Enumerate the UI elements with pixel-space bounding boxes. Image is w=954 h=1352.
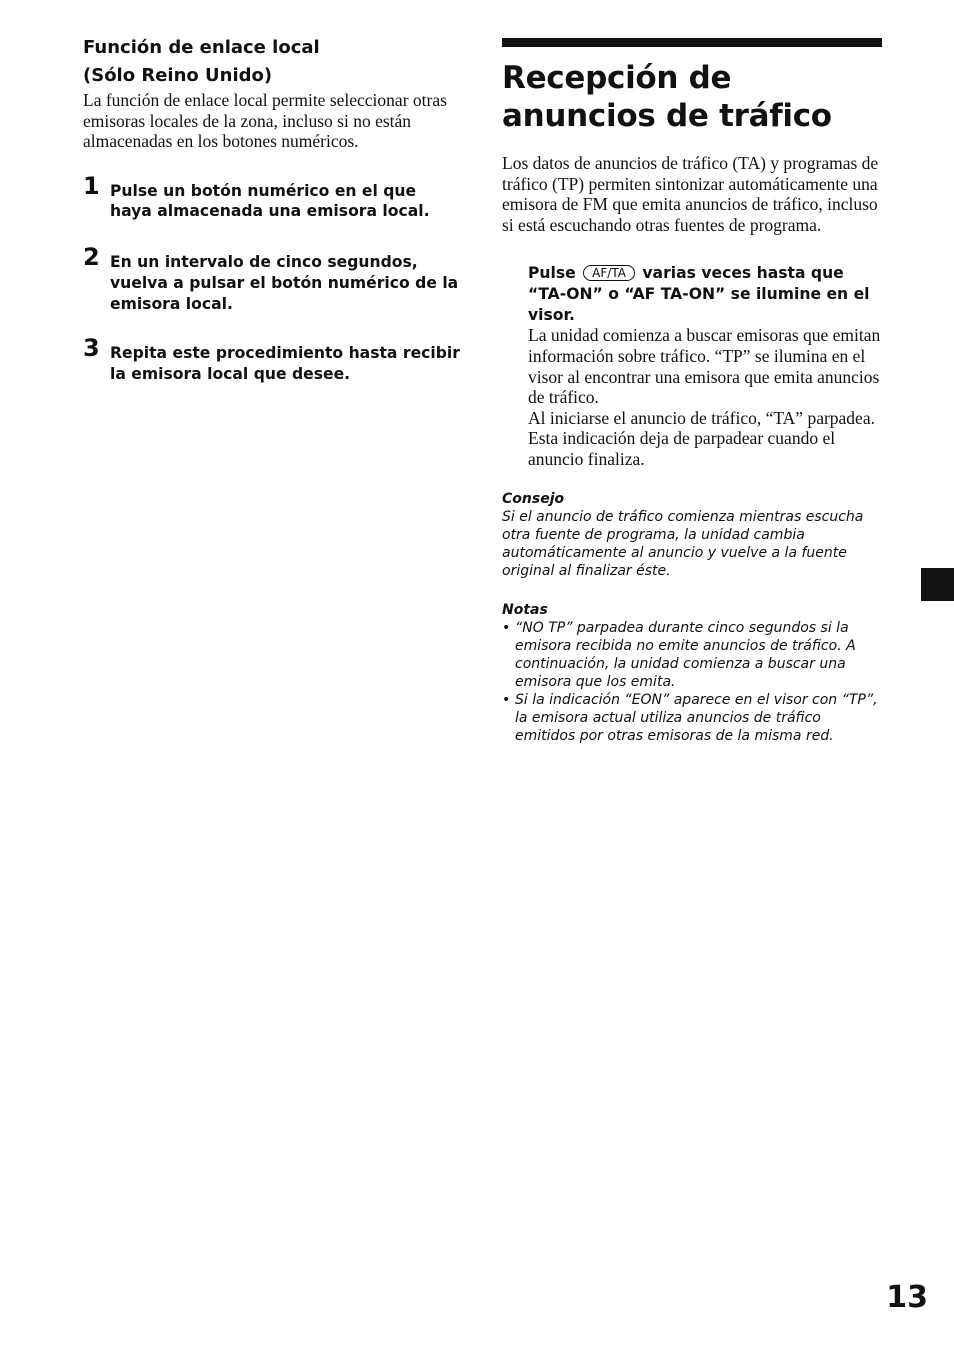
step-number: 3	[83, 334, 100, 363]
instruction-prefix: Pulse	[528, 264, 576, 283]
left-column	[83, 34, 463, 385]
title-intro: Los datos de anuncios de tráfico (TA) y programas de tráfico (TP) permiten sintonizar automáticamente una emisora de FM que emita anuncios de tráfico, incluso si está escuchando otras fuentes de programa.	[502, 153, 879, 235]
instruction-detail-1: La unidad comienza a buscar emisoras que emitan información sobre tráfico. “TP” se ilumina en el visor al encontrar una emisora que emita anuncios de tráfico.	[528, 325, 881, 408]
step-text: Repita este procedimiento hasta recibir la emisora local que desee.	[110, 344, 460, 383]
section-intro: La función de enlace local permite seleccionar otras emisoras locales de la zona, incluso si no están almacenadas en los botones numéricos.	[83, 90, 447, 152]
instruction-block	[502, 263, 882, 469]
step-text: Pulse un botón numérico en el que haya almacenada una emisora local.	[110, 181, 430, 221]
instruction-text	[528, 263, 882, 325]
af-ta-key: AF/TA	[583, 265, 635, 281]
step-2	[83, 243, 463, 314]
title-rule	[502, 38, 882, 47]
step-3	[83, 334, 463, 384]
note-item: • “NO TP” parpadea durante cinco segundos si la emisora recibida no emite anuncios de tráfico. A continuación, la unidad comienza a buscar una emisora que los emita.	[502, 619, 882, 691]
notes-list	[502, 619, 882, 745]
section-heading	[83, 34, 463, 90]
step-number: 1	[83, 171, 100, 200]
page-title: Recepción de anuncios de tráfico	[502, 60, 832, 134]
page-number: 13	[886, 1280, 928, 1315]
step-number: 2	[83, 243, 100, 272]
tip-heading: Consejo	[502, 490, 565, 507]
step-1	[83, 171, 463, 222]
section-tab-marker	[921, 568, 954, 601]
tip-block	[502, 490, 882, 580]
tip-text: Si el anuncio de tráfico comienza mientras escucha otra fuente de programa, la unidad cambia automáticamente al anuncio y vuelve a la fuente original al finalizar éste.	[502, 508, 864, 579]
note-item: • Si la indicación “EON” aparece en el visor con “TP”, la emisora actual utiliza anuncios de tráfico emitidos por otras emisoras de la misma red.	[502, 691, 882, 745]
notes-block	[502, 601, 882, 745]
notes-heading: Notas	[502, 601, 548, 618]
section-heading-line2: (Sólo Reino Unido)	[83, 65, 273, 86]
instruction-suffix: varias veces hasta que “TA-ON” o “AF TA-ON” se ilumine en el visor.	[528, 264, 870, 324]
instruction-detail-2: Al iniciarse el anuncio de tráfico, “TA” parpadea. Esta indicación deja de parpadear cuando el anuncio finaliza.	[528, 407, 875, 470]
section-heading-line1: Función de enlace local	[83, 37, 320, 58]
step-text: En un intervalo de cinco segundos, vuelva a pulsar el botón numérico de la emisora local.	[110, 253, 459, 313]
right-column	[502, 38, 882, 745]
